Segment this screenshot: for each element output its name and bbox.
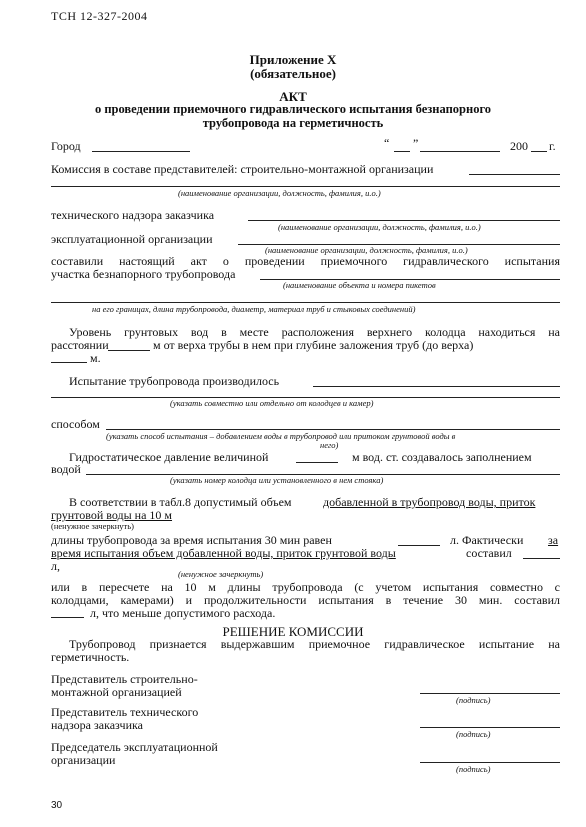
distance-field[interactable] xyxy=(108,350,150,351)
volume-line5: л, xyxy=(51,559,60,573)
volume-line6: или в пересчете на 10 м длины трубопровода (с учетом испытания совместно с xyxy=(51,580,560,594)
caption-org-2: (наименование организации, должность, фамилия, и.о.) xyxy=(278,222,481,232)
exploitation-org-label: эксплуатационной организации xyxy=(51,232,213,246)
pressure-label-2: м вод. ст. создавалось заполнением xyxy=(352,450,532,464)
volume-line2: грунтовой воды на 10 м xyxy=(51,508,173,522)
volume-line4-b: составил xyxy=(466,546,512,560)
decision-line2: герметичность. xyxy=(51,650,130,664)
doc-code: ТСН 12-327-2004 xyxy=(51,9,148,23)
pressure-field[interactable] xyxy=(296,462,338,463)
actual-volume-field[interactable] xyxy=(523,558,560,559)
commission-line1: Комиссия в составе представителей: строительно-монтажной организации xyxy=(51,162,434,176)
allowed-volume-field[interactable] xyxy=(398,545,440,546)
volume-line8: л, что меньше допустимого расхода. xyxy=(90,606,276,620)
signature-1-line2: монтажной организацией xyxy=(51,685,182,699)
volume-line3-b: л. Фактически xyxy=(450,533,524,547)
quote-open: “ xyxy=(384,136,390,150)
year-prefix: 200 xyxy=(510,139,528,153)
day-field[interactable] xyxy=(394,151,410,152)
signature-3-caption: (подпись) xyxy=(456,764,491,774)
construction-org-field[interactable] xyxy=(469,174,560,175)
signature-2-field[interactable] xyxy=(420,727,560,728)
caption-org-1: (наименование организации, должность, фамилия, и.о.) xyxy=(178,188,381,198)
city-field[interactable] xyxy=(92,151,190,152)
act-subtitle-line2: трубопровода на герметичность xyxy=(202,116,384,130)
volume-line3: длины трубопровода за время испытания 30 мин равен xyxy=(51,533,332,547)
volume-line1-option: добавленной в трубопровод воды, приток xyxy=(323,495,536,509)
caption-object: (наименование объекта и номера пикетов xyxy=(283,280,436,290)
month-field[interactable] xyxy=(420,151,500,152)
signature-1-caption: (подпись) xyxy=(456,695,491,705)
volume-line7: колодцами, камерами) и продолжительности испытания в течение 30 мин. составил xyxy=(51,593,560,607)
groundwater-distance-label: расстоянии xyxy=(51,338,109,352)
appendix-title: Приложение Х xyxy=(249,52,337,67)
decision-title: РЕШЕНИЕ КОМИССИИ xyxy=(222,624,364,639)
water-label: водой xyxy=(51,462,81,476)
composed-line: составили настоящий акт о проведении приемочного гидравлического испытания xyxy=(51,254,560,268)
volume-line4: время испытания объем добавленной воды, приток грунтовой воды xyxy=(51,546,396,560)
depth-field[interactable] xyxy=(51,362,87,363)
city-label: Город xyxy=(51,139,81,153)
signature-2-caption: (подпись) xyxy=(456,729,491,739)
signature-3-line2: организации xyxy=(51,753,116,767)
caption-method-2: него) xyxy=(320,440,339,450)
volume-line3-c: за xyxy=(548,533,559,547)
tech-supervision-label: технического надзора заказчика xyxy=(51,208,215,222)
signature-2-line1: Представитель технического xyxy=(51,705,199,719)
groundwater-line2: м от верха трубы в нем при глубине заложения труб (до верха) xyxy=(153,338,474,352)
section-label: участка безнапорного трубопровода xyxy=(51,267,236,281)
testing-label: Испытание трубопровода производилось xyxy=(69,374,280,388)
tech-supervision-field[interactable] xyxy=(248,220,560,221)
caption-boundaries: на его границах, длина трубопровода, диаметр, материал труб и стыковых соединений) xyxy=(92,304,416,314)
signature-1-field[interactable] xyxy=(420,693,560,694)
groundwater-line1: Уровень грунтовых вод в месте расположения верхнего колодца находиться на xyxy=(69,325,560,339)
signature-3-line1: Председатель эксплуатационной xyxy=(51,740,218,754)
recalc-volume-field[interactable] xyxy=(51,617,84,618)
decision-line1: Трубопровод признается выдержавшим приемочное гидравлическое испытание на xyxy=(69,637,560,651)
act-title: АКТ xyxy=(279,89,307,104)
quote-close: ” xyxy=(413,136,419,150)
page-number: 30 xyxy=(51,800,63,811)
signature-3-field[interactable] xyxy=(420,762,560,763)
volume-line1: В соответствии в табл.8 допустимый объем xyxy=(69,495,292,509)
groundwater-line3: м. xyxy=(90,351,101,365)
year-field[interactable] xyxy=(531,151,547,152)
construction-org-field-2[interactable] xyxy=(51,186,560,187)
method-field[interactable] xyxy=(106,429,560,430)
caption-cross-out-2: (ненужное зачеркнуть) xyxy=(178,569,264,579)
signature-2-line2: надзора заказчика xyxy=(51,718,143,732)
section-field-2[interactable] xyxy=(51,302,560,303)
appendix-subtitle: (обязательное) xyxy=(250,66,336,81)
pressure-label: Гидростатическое давление величиной xyxy=(69,450,269,464)
caption-testing-mode: (указать совместно или отдельно от колодцев и камер) xyxy=(170,398,374,408)
caption-method-1: (указать способ испытания – добавлением воды в трубопровод или притоком грунтовой воды в xyxy=(106,431,456,441)
signature-1-line1: Представитель строительно- xyxy=(51,672,198,686)
caption-org-3: (наименование организации, должность, фамилия, и.о.) xyxy=(265,245,468,255)
caption-well: (указать номер колодца или установленного в нем стояка) xyxy=(170,475,384,485)
year-suffix: г. xyxy=(549,139,556,153)
method-label: способом xyxy=(51,417,100,431)
act-subtitle-line1: о проведении приемочного гидравлического испытания безнапорного xyxy=(94,102,492,116)
testing-mode-field[interactable] xyxy=(313,386,560,387)
caption-cross-out-1: (ненужное зачеркнуть) xyxy=(51,521,134,531)
